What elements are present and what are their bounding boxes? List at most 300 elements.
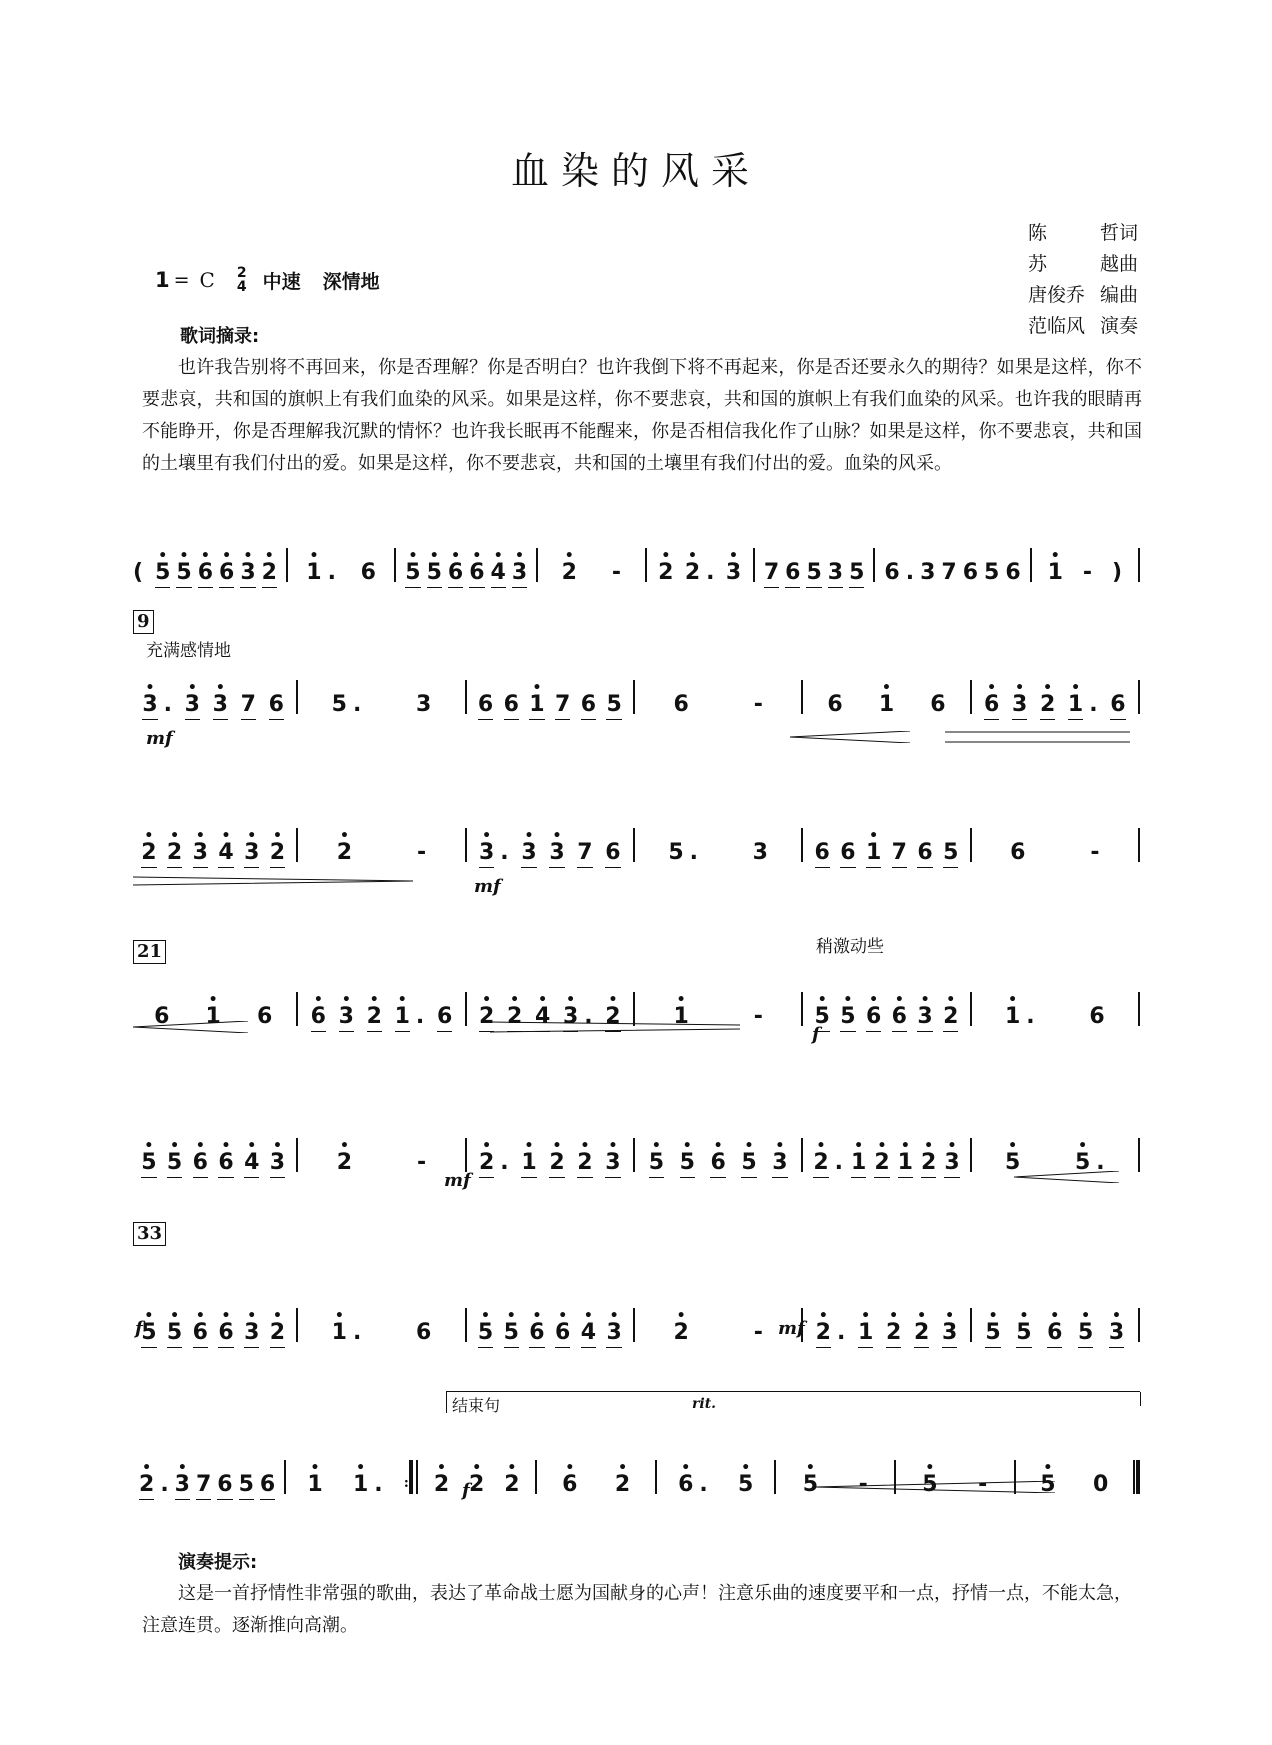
note: • 1 xyxy=(1004,992,1021,1029)
expression-mark: 稍激动些 xyxy=(816,937,884,957)
note: • 5 xyxy=(402,553,423,588)
measure xyxy=(647,528,753,588)
note: • 3 xyxy=(725,548,742,585)
decrescendo-hairpin xyxy=(133,1018,248,1030)
credit-performer xyxy=(1028,311,1138,342)
note: 6 xyxy=(416,1320,432,1345)
credit-composer xyxy=(1028,249,1138,280)
note: • 5 xyxy=(802,1460,819,1497)
note: • 2 xyxy=(871,1143,892,1178)
note: 6 xyxy=(360,560,376,585)
note: • 3 xyxy=(182,685,203,720)
note: 3 xyxy=(825,553,846,588)
note: 6 xyxy=(962,560,979,585)
note: 7 xyxy=(552,685,573,720)
credit-name: 陈 xyxy=(1028,222,1048,244)
barline xyxy=(1138,548,1140,582)
note: • 6 xyxy=(526,1313,547,1348)
note: • 6 xyxy=(466,553,487,588)
note: . xyxy=(584,1004,593,1029)
note: • 2 xyxy=(267,833,288,868)
note: 6 xyxy=(837,833,858,868)
measure xyxy=(538,528,644,588)
note: • 5 xyxy=(812,997,833,1032)
note: • 2 xyxy=(561,548,577,585)
note: 6 xyxy=(154,1004,170,1029)
measure xyxy=(467,1118,633,1178)
note: • 3 xyxy=(241,1313,262,1348)
music-system-m27 xyxy=(130,1118,1140,1178)
note: . xyxy=(163,692,172,717)
staff xyxy=(130,1288,1140,1348)
note: • 2 xyxy=(164,833,185,868)
coda-bracket xyxy=(446,1391,1140,1413)
lyrics-heading: 歌词摘录: xyxy=(180,326,260,347)
note: • 6 xyxy=(1044,1313,1065,1348)
repeat-dots: : xyxy=(403,1475,409,1491)
music-system-m15 xyxy=(130,808,1140,868)
dynamic-mf: mf xyxy=(474,876,501,897)
note: 6 xyxy=(501,685,522,720)
performance-tips-text: 这是一首抒情性非常强的歌曲，表达了革命战士愿为国献身的心声！注意乐曲的速度要平和一点，抒情一点，不能太急，注意连贯。逐渐推向高潮。 xyxy=(142,1583,1132,1636)
decrescendo-hairpin xyxy=(815,1478,1055,1490)
dash-extension: - xyxy=(417,840,427,865)
note: 6 xyxy=(827,692,843,717)
rehearsal-mark-9: 9 xyxy=(133,610,154,634)
note: • 5 xyxy=(1074,1138,1091,1175)
dash-extension: - xyxy=(978,1472,988,1497)
note: . xyxy=(352,692,362,717)
measure xyxy=(635,808,801,868)
credit-name: 唐俊乔 xyxy=(1028,284,1086,306)
note: • 2 xyxy=(476,997,497,1032)
dash-extension: - xyxy=(753,1320,763,1345)
note: • 3 xyxy=(267,1143,288,1178)
note: 5 xyxy=(668,840,684,865)
note: • 1 xyxy=(392,997,413,1032)
lyrics-text: 也许我告别将不再回来，你是否理解？你是否明白？也许我倒下将不再起来，你是否还要永久的期待？如果是这样，你不要悲哀，共和国的旗帜上有我们血染的风采。如果是这样，你不要悲哀，共和国的旗帜上有我们血染的风采。也许我的眼睛再不能睁开，你是否理解我沉默的情怀？也许我长眠再不能醒来，你是否相信我化作了山脉？如果是这样，你不要悲哀，共和国的土壤里有我们付出的爱。如果是这样，你不要悲哀，共和国的土壤里有我们付出的爱。血染的风采。 xyxy=(142,357,1142,474)
note: 5 xyxy=(331,692,347,717)
note: 7 xyxy=(574,833,595,868)
dynamic-f: f xyxy=(135,1318,143,1339)
note: • 6 xyxy=(552,1313,573,1348)
note: 5 xyxy=(803,553,824,588)
note: • 6 xyxy=(981,685,1002,720)
credit-name: 范临风 xyxy=(1028,315,1086,337)
measure xyxy=(130,1440,284,1500)
note: • 5 xyxy=(173,553,194,588)
note: • 3 xyxy=(509,553,530,588)
time-signature xyxy=(237,266,247,294)
note: 7 xyxy=(761,553,782,588)
note: • 4 xyxy=(488,553,509,588)
open-paren: ( xyxy=(133,560,144,585)
note: • 3 xyxy=(602,1143,623,1178)
note: • 2 xyxy=(476,1143,497,1178)
note: • 4 xyxy=(578,1313,599,1348)
note: • 6 xyxy=(562,1460,578,1497)
note: • 3 xyxy=(560,997,581,1032)
note: • 5 xyxy=(837,997,858,1032)
note: • 6 xyxy=(190,1313,211,1348)
note: • 2 xyxy=(810,1143,831,1178)
note: • 5 xyxy=(982,1313,1003,1348)
note: 3 xyxy=(920,560,936,585)
note: • 6 xyxy=(678,1460,694,1497)
note: • 2 xyxy=(138,833,159,868)
note: • 3 xyxy=(914,997,935,1032)
dynamic-f: f xyxy=(462,1480,470,1501)
note: • 1 xyxy=(205,992,221,1029)
note: • 6 xyxy=(215,1143,236,1178)
note: • 6 xyxy=(195,553,216,588)
measure xyxy=(130,660,296,720)
note: 3 xyxy=(416,692,432,717)
note: • 1 xyxy=(673,992,689,1029)
note: • 2 xyxy=(336,828,353,865)
measure xyxy=(1032,528,1138,588)
note: 6 xyxy=(434,997,455,1032)
note: • 5 xyxy=(677,1143,698,1178)
note: . xyxy=(327,560,336,585)
meter-top: 2 xyxy=(236,265,247,281)
note: 6 xyxy=(782,553,803,588)
expression-mark: 充满感情地 xyxy=(146,641,231,661)
note: . xyxy=(374,1472,383,1497)
note: • 2 xyxy=(940,997,961,1032)
note: . xyxy=(905,560,915,585)
note: 6 xyxy=(1107,685,1128,720)
note: • 3 xyxy=(1009,685,1030,720)
staff xyxy=(130,1118,1140,1178)
note: • 2 xyxy=(883,1313,904,1348)
rehearsal-mark-33: 33 xyxy=(133,1222,166,1246)
music-system-m9 xyxy=(130,660,1140,720)
final-barline xyxy=(1133,1460,1140,1494)
note: • 6 xyxy=(215,1313,236,1348)
note: • 1 xyxy=(352,1460,369,1497)
note: • 6 xyxy=(863,997,884,1032)
note: • 6 xyxy=(216,553,237,588)
note: • 3 xyxy=(546,833,567,868)
measure xyxy=(130,808,296,868)
note: 6 xyxy=(266,685,287,720)
staff xyxy=(130,660,1140,720)
measure xyxy=(298,1118,464,1178)
note: 6 xyxy=(914,833,935,868)
note: • 5 xyxy=(138,1143,159,1178)
note: 6 xyxy=(884,560,900,585)
note: • 2 xyxy=(684,548,701,585)
note: • 1 xyxy=(331,1308,347,1345)
note: • 3 xyxy=(1106,1313,1127,1348)
measure xyxy=(803,1288,969,1348)
note: . xyxy=(836,1320,846,1345)
measure xyxy=(396,528,536,588)
note: 6 xyxy=(214,1465,235,1500)
credit-role: 演奏 xyxy=(1099,315,1138,337)
note: 6 xyxy=(602,833,623,868)
measure xyxy=(803,660,969,720)
note: 6 xyxy=(812,833,833,868)
note: 5 xyxy=(603,685,624,720)
note: . xyxy=(500,840,509,865)
measure xyxy=(298,808,464,868)
note: • 2 xyxy=(259,553,280,588)
note: • 5 xyxy=(1013,1313,1034,1348)
measure xyxy=(146,528,286,588)
dynamic-mf: mf xyxy=(444,1170,471,1191)
staff xyxy=(130,528,1140,588)
credit-role: 编曲 xyxy=(1099,284,1138,306)
measure xyxy=(972,808,1138,868)
note: 6 xyxy=(257,1465,278,1500)
note: 5 xyxy=(236,1465,257,1500)
note: • 2 xyxy=(136,1465,157,1500)
credit-arranger xyxy=(1028,280,1138,311)
note: 0 xyxy=(1092,1472,1109,1497)
measure xyxy=(803,972,969,1032)
note: • 3 xyxy=(237,553,258,588)
note: 5 xyxy=(846,553,867,588)
note: • 2 xyxy=(504,1460,520,1497)
key-signature-line xyxy=(155,266,380,294)
measure xyxy=(130,1288,296,1348)
note: 5 xyxy=(984,560,1000,585)
note: • 3 xyxy=(603,1313,624,1348)
note: 6 xyxy=(1005,560,1021,585)
rehearsal-mark-21: 21 xyxy=(133,940,166,964)
barline xyxy=(1138,1308,1140,1342)
note: 5 xyxy=(940,833,961,868)
note: . xyxy=(500,1150,509,1175)
note: • 5 xyxy=(1040,1460,1056,1497)
measure xyxy=(972,1288,1138,1348)
measure xyxy=(972,972,1138,1032)
note: • 5 xyxy=(922,1460,938,1497)
note: • 5 xyxy=(738,1460,754,1497)
performance-tips-heading: 演奏提示: xyxy=(178,1552,258,1573)
note: 7 xyxy=(941,560,957,585)
note: • 3 xyxy=(139,685,160,720)
note: • 3 xyxy=(172,1465,193,1500)
piece-title: 血染的风采 xyxy=(510,149,761,193)
note: 6 xyxy=(578,685,599,720)
measure xyxy=(635,1288,801,1348)
dash-extension: - xyxy=(611,560,622,585)
note: • 5 xyxy=(646,1143,667,1178)
note: • 2 xyxy=(364,997,385,1032)
music-system-intro xyxy=(130,528,1140,588)
note: • 3 xyxy=(210,685,231,720)
tempo-marking: 中速 xyxy=(262,270,301,293)
note: • 6 xyxy=(445,553,466,588)
note: • 1 xyxy=(1047,548,1063,585)
measure xyxy=(537,1440,655,1500)
note: • 2 xyxy=(267,1313,288,1348)
dash-extension: - xyxy=(858,1472,868,1497)
barline xyxy=(1138,1138,1140,1172)
note: • 2 xyxy=(336,1138,353,1175)
note: • 2 xyxy=(614,1460,631,1497)
note: • 2 xyxy=(546,1143,567,1178)
credit-role: 越曲 xyxy=(1099,253,1138,275)
note: • 5 xyxy=(501,1313,522,1348)
note: • 5 xyxy=(475,1313,496,1348)
note: 7 xyxy=(238,685,259,720)
dash-extension: - xyxy=(753,692,763,717)
note: • 1 xyxy=(848,1143,869,1178)
note: • 3 xyxy=(241,833,262,868)
repeat-barline xyxy=(409,1460,418,1494)
dynamic-f: f xyxy=(812,1024,820,1045)
barline xyxy=(1138,992,1140,1026)
decrescendo-hairpin xyxy=(790,728,910,740)
dash-extension: - xyxy=(1090,840,1100,865)
note: • 2 xyxy=(469,1460,485,1497)
note: • 6 xyxy=(308,997,329,1032)
note: . xyxy=(699,1472,708,1497)
hairpin xyxy=(945,728,1130,740)
measure xyxy=(467,808,633,868)
dash-extension: - xyxy=(417,1150,427,1175)
barline xyxy=(1138,680,1140,714)
note: 6 xyxy=(930,692,946,717)
note: • 1 xyxy=(895,1143,916,1178)
dash-extension: - xyxy=(1082,560,1092,585)
barline xyxy=(1138,828,1140,862)
key-name: C xyxy=(199,268,215,292)
measure xyxy=(972,660,1138,720)
measure xyxy=(467,660,633,720)
measure xyxy=(286,1440,404,1500)
note: • 6 xyxy=(190,1143,211,1178)
note: . xyxy=(160,1472,169,1497)
dynamic-mf: mf xyxy=(778,1318,805,1339)
measure xyxy=(755,528,874,588)
measure xyxy=(803,1118,969,1178)
hairpin xyxy=(490,1018,740,1030)
close-paren: ) xyxy=(1111,560,1122,585)
note: • 4 xyxy=(241,1143,262,1178)
note: . xyxy=(834,1150,843,1175)
note: . xyxy=(1026,1004,1035,1029)
note: • 1 xyxy=(526,685,547,720)
note: • 3 xyxy=(518,833,539,868)
note: • 5 xyxy=(164,1143,185,1178)
note: • 5 xyxy=(1004,1138,1021,1175)
measure xyxy=(657,1440,775,1500)
key-tonic: 1 xyxy=(155,268,170,292)
note: • 2 xyxy=(574,1143,595,1178)
note: . xyxy=(1096,1150,1105,1175)
note: • 5 xyxy=(738,1143,759,1178)
measure xyxy=(298,972,464,1032)
ritardando-mark: rit. xyxy=(692,1396,717,1412)
note: • 3 xyxy=(941,1143,962,1178)
key-equals: = xyxy=(173,269,190,291)
credit-name: 苏 xyxy=(1028,253,1048,275)
note: • 3 xyxy=(476,833,497,868)
measure xyxy=(298,1288,464,1348)
note: • 3 xyxy=(336,997,357,1032)
measure xyxy=(467,1288,633,1348)
note: • 1 xyxy=(518,1143,539,1178)
meter-bottom: 4 xyxy=(236,279,247,295)
measure xyxy=(875,528,1029,588)
note: • 1 xyxy=(863,833,884,868)
note: 7 xyxy=(889,833,910,868)
note: . xyxy=(706,560,715,585)
note: • 5 xyxy=(1075,1313,1096,1348)
staff xyxy=(130,808,1140,868)
note: . xyxy=(1089,692,1098,717)
note: • 1 xyxy=(306,548,322,585)
music-system-m33 xyxy=(130,1288,1140,1348)
note: 6 xyxy=(673,692,689,717)
note: • 5 xyxy=(424,553,445,588)
note: . xyxy=(689,840,698,865)
credit-role: 哲词 xyxy=(1099,222,1138,244)
note: • 4 xyxy=(532,997,553,1032)
note: • 2 xyxy=(673,1308,689,1345)
dash-extension: - xyxy=(753,1004,763,1029)
note: 6 xyxy=(1010,840,1026,865)
note: • 1 xyxy=(855,1313,876,1348)
note: 3 xyxy=(752,840,768,865)
note: • 5 xyxy=(164,1313,185,1348)
note: • 5 xyxy=(138,1313,159,1348)
note: • 6 xyxy=(707,1143,728,1178)
dynamic-mf: mf xyxy=(146,728,173,749)
note: • 2 xyxy=(1037,685,1058,720)
hairpin xyxy=(133,872,413,884)
measure xyxy=(288,528,394,588)
note: • 4 xyxy=(215,833,236,868)
measure xyxy=(298,660,464,720)
measure xyxy=(635,1118,801,1178)
note: 6 xyxy=(1089,1004,1105,1029)
note: • 2 xyxy=(504,997,525,1032)
note: • 6 xyxy=(889,997,910,1032)
note: • 2 xyxy=(658,548,674,585)
note: • 2 xyxy=(918,1143,939,1178)
credits xyxy=(1028,218,1138,342)
measure xyxy=(130,1118,296,1178)
coda-label: 结束句 xyxy=(452,1396,501,1415)
note: . xyxy=(352,1320,362,1345)
note: 7 xyxy=(193,1465,214,1500)
note: • 3 xyxy=(190,833,211,868)
note: • 5 xyxy=(152,553,173,588)
note: • 2 xyxy=(433,1460,450,1497)
note: • 1 xyxy=(1065,685,1086,720)
credit-lyricist xyxy=(1028,218,1138,249)
note: . xyxy=(415,1004,425,1029)
note: 6 xyxy=(475,685,496,720)
note: • 2 xyxy=(602,997,623,1032)
note: • 3 xyxy=(939,1313,960,1348)
note: • 2 xyxy=(911,1313,932,1348)
note: 6 xyxy=(256,1004,273,1029)
mood-marking: 深情地 xyxy=(322,270,380,293)
measure xyxy=(418,1440,536,1500)
measure xyxy=(635,660,801,720)
note: • 3 xyxy=(769,1143,790,1178)
note: • 2 xyxy=(813,1313,834,1348)
note: • 1 xyxy=(307,1460,323,1497)
measure xyxy=(803,808,969,868)
